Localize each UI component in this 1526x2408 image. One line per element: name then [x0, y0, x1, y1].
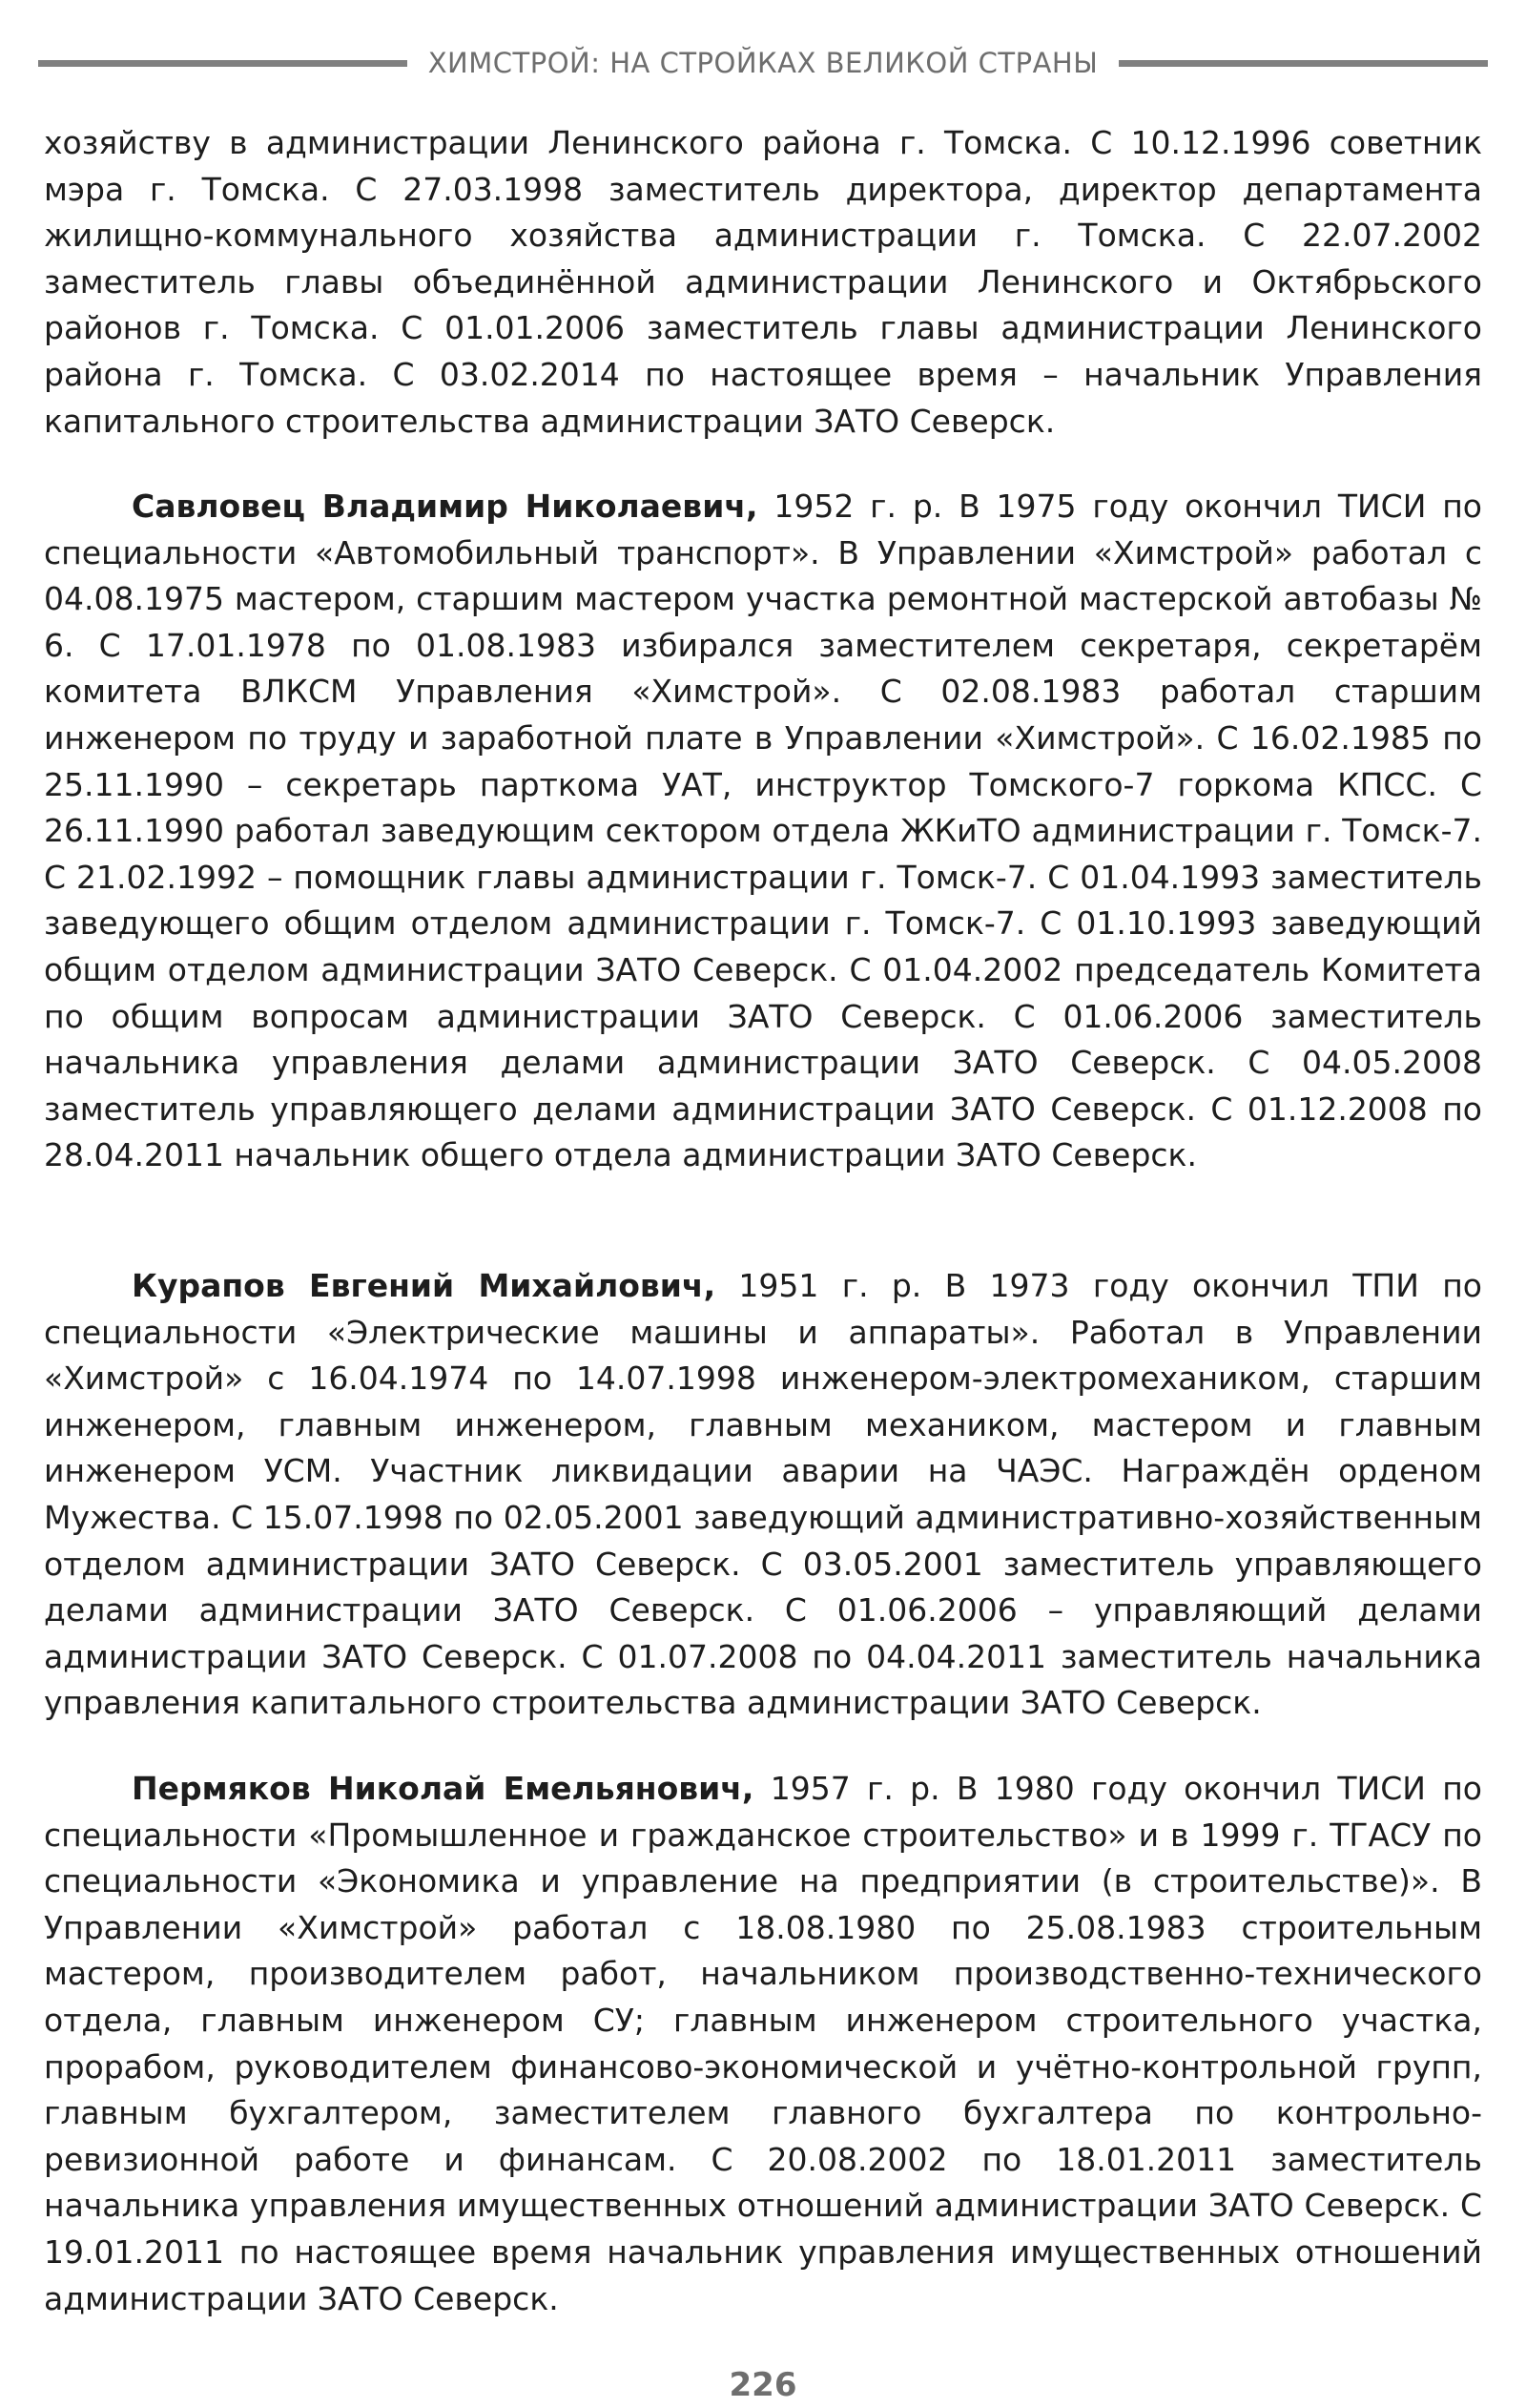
biography-name: Пермяков Николай Емельянович, — [132, 1770, 754, 1807]
biography-name: Курапов Евгений Михайлович, — [132, 1267, 716, 1304]
biography-paragraph — [44, 484, 1482, 1179]
biography-text: 1952 г. р. В 1975 году окончил ТИСИ по специальности «Автомобильный транспорт». В Управлении «Химстрой» работал с 04.08.1975 мастером, старшим мастером участка ремонтной мастерской автобазы № 6. С 17.01.1978 по 01.08.1983 избирался заместителем секретаря, секретарём комитета ВЛКСМ Управления «Химстрой». С 02.08.1983 работал старшим инженером по труду и заработной плате в Управлении «Химстрой». С 16.02.1985 по 25.11.1990 – секретарь парткома УАТ, инструктор Томского-7 горкома КПСС. С 26.11.1990 работал заведующим сектором отдела ЖКиТО администрации г. Томск-7. С 21.02.1992 – помощник главы администрации г. Томск-7. С 01.04.1993 заместитель заведующего общим отделом администрации г. Томск-7. С 01.10.1993 заведующий общим отделом администрации ЗАТО Северск. С 01.04.2002 председатель Комитета по общим вопросам администрации ЗАТО Северск. С 01.06.2006 заместитель начальника управления делами администрации ЗАТО Северск. С 04.05.2008 заместитель управляющего делами администрации ЗАТО Северск. С 01.12.2008 по 28.04.2011 начальник общего отдела администрации ЗАТО Северск. — [44, 488, 1482, 1174]
biography-paragraph — [44, 1766, 1482, 2322]
header-rule-right — [1119, 60, 1488, 67]
biography-text: 1957 г. р. В 1980 году окончил ТИСИ по специальности «Промышленное и гражданское строительство» и в 1999 г. ТГАСУ по специальности «Экономика и управление на предприятии (в строительстве)». В Управлении «Химстрой» работал с 18.08.1980 по 25.08.1983 строительным мастером, производителем работ, начальником производственно-технического отдела, главным инженером СУ; главным инженером строительного участка, прорабом, руководителем финансово-экономической и учётно-контрольной групп, главным бухгалтером, заместителем главного бухгалтера по контрольно-ревизионной работе и финансам. С 20.08.2002 по 18.01.2011 заместитель начальника управления имущественных отношений администрации ЗАТО Северск. С 19.01.2011 по настоящее время начальник управления имущественных отношений администрации ЗАТО Северск. — [44, 1770, 1482, 2317]
header-rule-left — [38, 60, 407, 67]
biography-kurapov — [44, 1263, 1482, 1727]
page-number: 226 — [729, 2366, 797, 2404]
running-header — [38, 38, 1488, 88]
intro-paragraph-block — [44, 120, 1482, 445]
intro-paragraph: хозяйству в администрации Ленинского района г. Томска. С 10.12.1996 советник мэра г. Томска. С 27.03.1998 заместитель директора, директор департамента жилищно-коммунального хозяйства администрации г. Томска. С 22.07.2002 заместитель главы объединённой администрации Ленинского и Октябрьского районов г. Томска. С 01.01.2006 заместитель главы администрации Ленинского района г. Томска. С 03.02.2014 по настоящее время – начальник Управления капитального строительства администрации ЗАТО Северск. — [44, 124, 1482, 440]
biography-text: 1951 г. р. В 1973 году окончил ТПИ по специальности «Электрические машины и аппараты». Работал в Управлении «Химстрой» с 16.04.1974 по 14.07.1998 инженером-электромехаником, старшим инженером, главным инженером, главным механиком, мастером и главным инженером УСМ. Участник ликвидации аварии на ЧАЭС. Награждён орденом Мужества. С 15.07.1998 по 02.05.2001 заведующий административно-хозяйственным отделом администрации ЗАТО Северск. С 03.05.2001 заместитель управляющего делами администрации ЗАТО Северск. С 01.06.2006 – управляющий делами администрации ЗАТО Северск. С 01.07.2008 по 04.04.2011 заместитель начальника управления капитального строительства администрации ЗАТО Северск. — [44, 1267, 1482, 1722]
biography-permyakov — [44, 1766, 1482, 2322]
biography-paragraph — [44, 1263, 1482, 1727]
biography-name: Савловец Владимир Николаевич, — [132, 488, 758, 525]
biography-savlovets — [44, 484, 1482, 1179]
running-header-title: ХИМСТРОЙ: НА СТРОЙКАХ ВЕЛИКОЙ СТРАНЫ — [427, 47, 1099, 79]
